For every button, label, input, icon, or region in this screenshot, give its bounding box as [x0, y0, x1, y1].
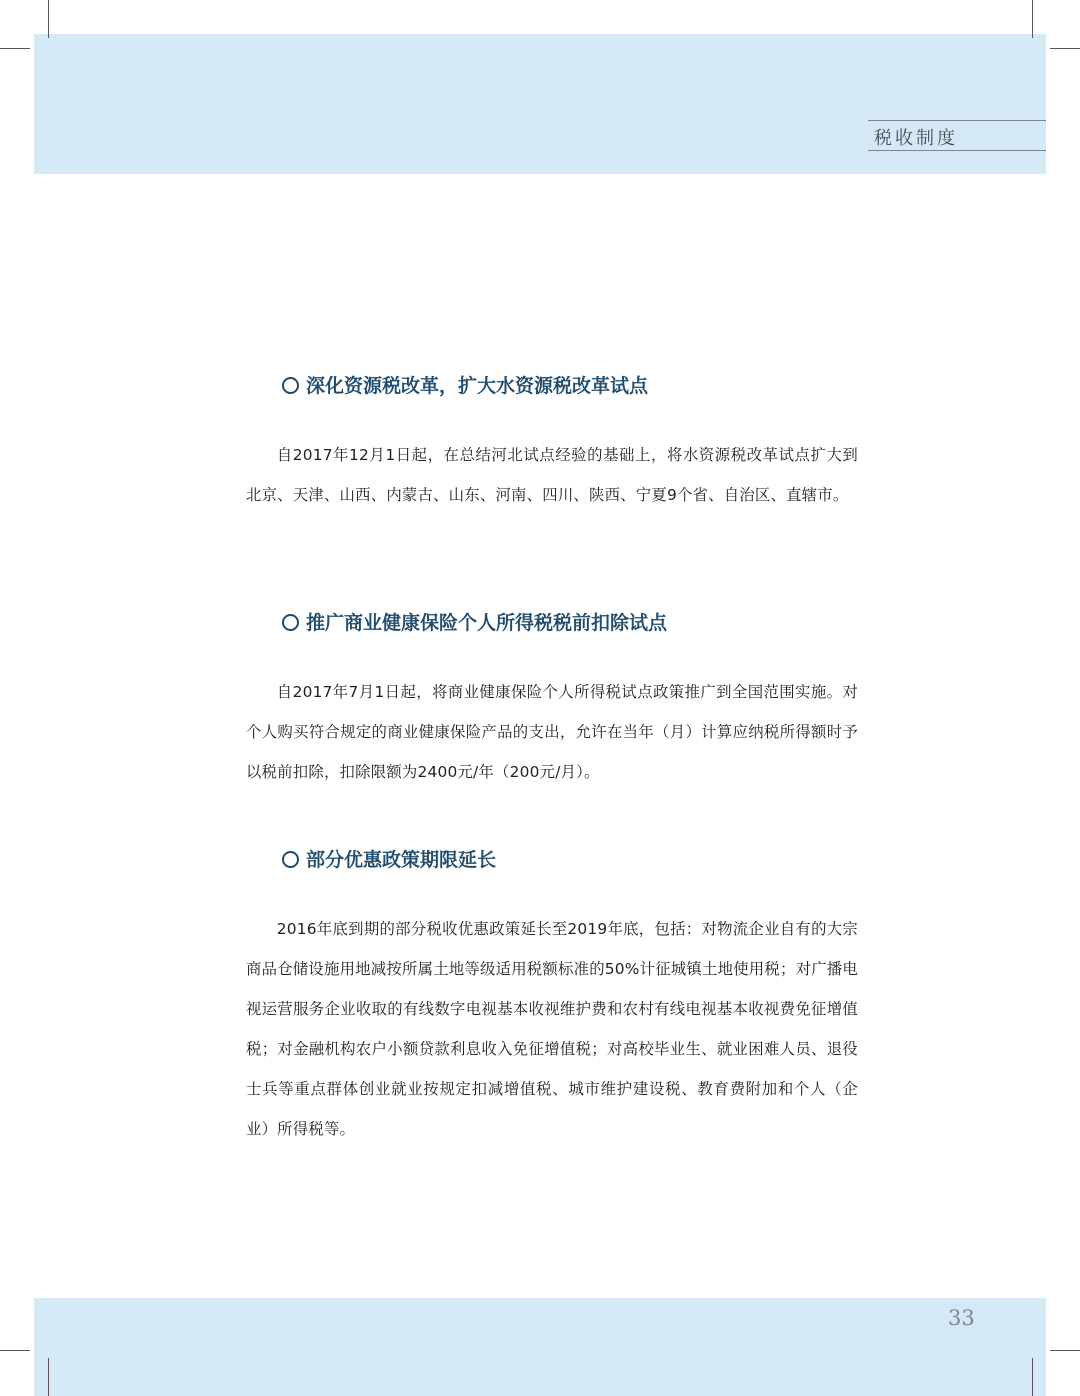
circle-bullet-icon — [282, 614, 299, 631]
page-number: 33 — [948, 1306, 975, 1330]
crop-mark — [0, 48, 30, 49]
crop-mark — [0, 1350, 30, 1351]
circle-bullet-icon — [282, 377, 299, 394]
section-water-resource-tax — [246, 371, 858, 515]
section-heading-text: 部分优惠政策期限延长 — [306, 849, 497, 871]
crop-mark — [1032, 1358, 1033, 1396]
crop-mark — [48, 1358, 49, 1396]
section-heading — [282, 845, 858, 875]
crop-mark — [1050, 1350, 1080, 1351]
crop-mark — [1032, 0, 1033, 38]
section-heading — [282, 371, 858, 401]
section-heading — [282, 608, 858, 638]
running-head — [868, 120, 1046, 151]
section-preferential-policy-extension — [246, 845, 858, 1149]
footer-band — [34, 1298, 1046, 1396]
crop-mark — [1050, 48, 1080, 49]
header-band — [34, 34, 1046, 174]
running-head-text: 税收制度 — [874, 128, 958, 149]
section-health-insurance-deduction — [246, 608, 858, 792]
section-body: 自2017年7月1日起，将商业健康保险个人所得税试点政策推广到全国范围实施。对个人购买符合规定的商业健康保险产品的支出，允许在当年（月）计算应纳税所得额时予以税前扣除，扣除限额为2400元/年（200元/月）。 — [246, 683, 858, 781]
section-heading-text: 推广商业健康保险个人所得税税前扣除试点 — [306, 612, 668, 634]
section-heading-text: 深化资源税改革，扩大水资源税改革试点 — [306, 375, 649, 397]
section-body: 自2017年12月1日起，在总结河北试点经验的基础上，将水资源税改革试点扩大到北京、天津、山西、内蒙古、山东、河南、四川、陕西、宁夏9个省、自治区、直辖市。 — [246, 446, 858, 504]
circle-bullet-icon — [282, 851, 299, 868]
crop-mark — [48, 0, 49, 38]
section-body: 2016年底到期的部分税收优惠政策延长至2019年底，包括：对物流企业自有的大宗商品仓储设施用地减按所属土地等级适用税额标准的50%计征城镇土地使用税；对广播电视运营服务企业收取的有线数字电视基本收视维护费和农村有线电视基本收视费免征增值税；对金融机构农户小额贷款利息收入免征增值税；对高校毕业生、就业困难人员、退役士兵等重点群体创业就业按规定扣减增值税、城市维护建设税、教育费附加和个人（企业）所得税等。 — [246, 920, 858, 1138]
